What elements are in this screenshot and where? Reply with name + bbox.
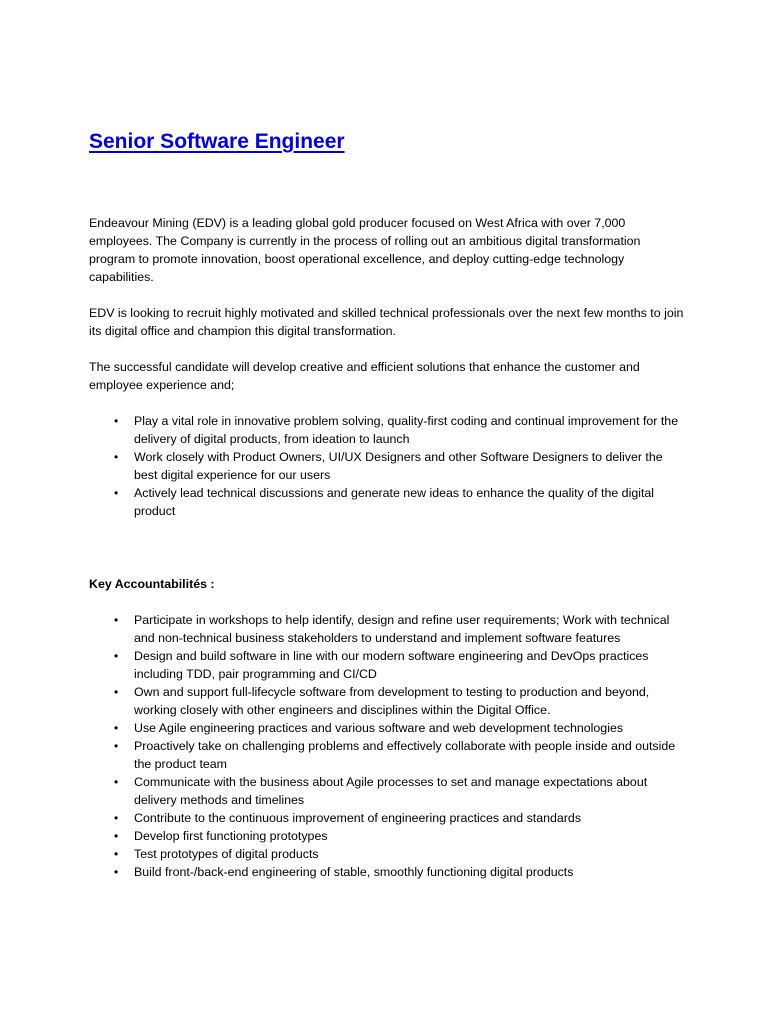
intro-paragraph: Endeavour Mining (EDV) is a leading global gold producer focused on West Africa with over 7,000 employees. The Company is currently in the process of rolling out an ambitious digital transformation program to promote innovation, boost operational excellence, and deploy cutting-edge technology capabilities. xyxy=(89,216,641,284)
bullet-icon: • xyxy=(114,613,119,627)
bullet-icon: • xyxy=(114,739,119,753)
list-item xyxy=(89,448,689,484)
list-item xyxy=(89,611,689,647)
bullet-icon: • xyxy=(114,486,119,500)
page-title-link[interactable]: Senior Software Engineer xyxy=(89,130,345,153)
bullet-icon: • xyxy=(114,649,119,663)
list-item-text: Build front-/back-end engineering of stable, smoothly functioning digital products xyxy=(134,865,574,879)
role-bullet-list xyxy=(89,412,689,520)
list-item-text: Participate in workshops to help identify, design and refine user requirements; Work with technical and non-technical business stakeholders to understand and implement software features xyxy=(134,613,670,645)
bullet-icon: • xyxy=(114,829,119,843)
list-item xyxy=(89,773,689,809)
bullet-icon: • xyxy=(114,775,119,789)
list-item xyxy=(89,412,689,448)
bullet-icon: • xyxy=(114,685,119,699)
list-item-text: Proactively take on challenging problems and effectively collaborate with people inside and outside the product team xyxy=(134,739,676,771)
list-item-text: Work closely with Product Owners, UI/UX Designers and other Software Designers to deliver the best digital experience for our users xyxy=(134,450,663,482)
list-item xyxy=(89,484,689,520)
list-item-text: Test prototypes of digital products xyxy=(134,847,319,861)
list-item xyxy=(89,719,689,737)
list-item-text: Use Agile engineering practices and various software and web development technologies xyxy=(134,721,624,735)
recruitment-paragraph: EDV is looking to recruit highly motivated and skilled technical professionals over the next few months to join its digital office and champion this digital transformation. xyxy=(89,306,684,338)
bullet-icon: • xyxy=(114,414,119,428)
list-item xyxy=(89,845,689,863)
accountabilities-heading: Key Accountabilités : xyxy=(89,577,215,591)
accountabilities-list xyxy=(89,611,689,881)
list-item-text: Own and support full-lifecycle software from development to testing to production and beyond, working closely with other engineers and disciplines within the Digital Office. xyxy=(134,685,650,717)
list-item-text: Design and build software in line with our modern software engineering and DevOps practices including TDD, pair programming and CI/CD xyxy=(134,649,649,681)
list-item-text: Communicate with the business about Agile processes to set and manage expectations about delivery methods and timelines xyxy=(134,775,648,807)
bullet-icon: • xyxy=(114,811,119,825)
list-item-text: Contribute to the continuous improvement of engineering practices and standards xyxy=(134,811,582,825)
list-item xyxy=(89,827,689,845)
list-item xyxy=(89,683,689,719)
list-item xyxy=(89,737,689,773)
bullet-icon: • xyxy=(114,721,119,735)
list-item xyxy=(89,647,689,683)
list-item-text: Play a vital role in innovative problem solving, quality-first coding and continual improvement for the delivery of digital products, from ideation to launch xyxy=(134,414,679,446)
list-item-text: Actively lead technical discussions and generate new ideas to enhance the quality of the digital product xyxy=(134,486,655,518)
list-item-text: Develop first functioning prototypes xyxy=(134,829,328,843)
bullet-icon: • xyxy=(114,450,119,464)
list-item xyxy=(89,863,689,881)
bullet-icon: • xyxy=(114,847,119,861)
bullet-icon: • xyxy=(114,865,119,879)
candidate-paragraph: The successful candidate will develop creative and efficient solutions that enhance the customer and employee experience and; xyxy=(89,360,640,392)
list-item xyxy=(89,809,689,827)
